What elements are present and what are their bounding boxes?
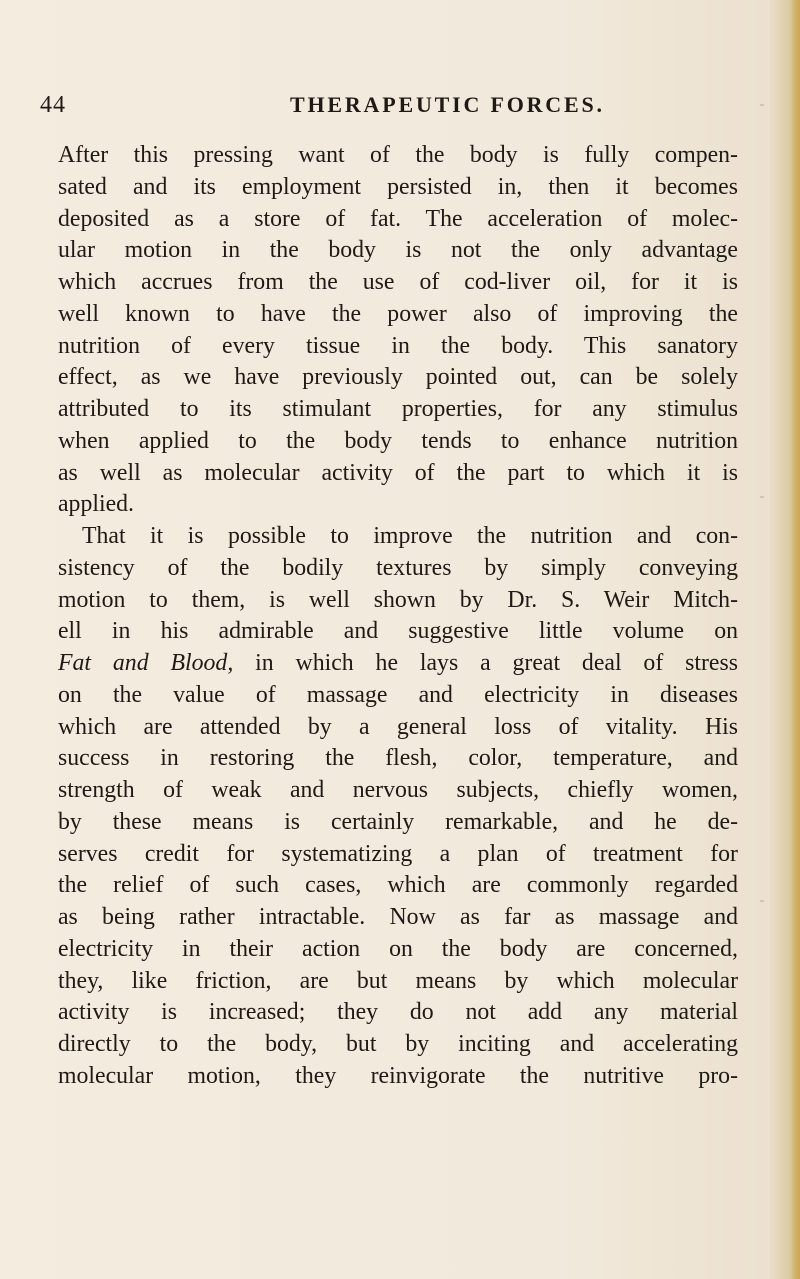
body-text xyxy=(58,140,738,1093)
text-line: sated and its employment persisted in, then it becomes xyxy=(58,173,738,200)
scan-mark xyxy=(760,900,764,902)
scan-mark xyxy=(760,496,764,498)
text-line: as being rather intractable. Now as far as massage and xyxy=(58,904,738,930)
text-line: the relief of such cases, which are commonly regarded xyxy=(58,872,738,899)
text-line: which accrues from the use of cod-liver oil, for it is xyxy=(58,269,738,295)
text-line: well known to have the power also of improving the xyxy=(58,300,738,327)
text-line: which are attended by a general loss of vitality. His xyxy=(58,713,738,740)
text-line: success in restoring the flesh, color, temperature, and xyxy=(58,745,738,772)
text-line: as well as molecular activity of the part to which it is xyxy=(58,459,738,486)
book-title: Fat and Blood, xyxy=(58,650,234,676)
text-line: nutrition of every tissue in the body. This sanatory xyxy=(58,332,738,359)
text-line: strength of weak and nervous subjects, chiefly women, xyxy=(58,777,738,803)
text-line: deposited as a store of fat. The acceleration of molec- xyxy=(58,205,738,232)
text-line: applied. xyxy=(58,491,134,518)
running-head: THERAPEUTIC FORCES. xyxy=(290,92,605,117)
text-line: effect, as we have previously pointed out, can be solely xyxy=(58,364,738,391)
text-line: motion to them, is well shown by Dr. S. Weir Mitch- xyxy=(58,586,738,613)
text-line: electricity in their action on the body are concerned, xyxy=(58,935,738,962)
text-line: molecular motion, they reinvigorate the nutritive pro- xyxy=(58,1062,738,1089)
text-line-with-title xyxy=(58,648,738,680)
text-line: serves credit for systematizing a plan of treatment for xyxy=(58,840,738,867)
text-line: by these means is certainly remarkable, and he de- xyxy=(58,808,738,835)
page-edge xyxy=(790,0,800,1279)
text-line: directly to the body, but by inciting and accelerating xyxy=(58,1031,738,1057)
text-line: they, like friction, are but means by which molecular xyxy=(58,967,738,994)
text-line: when applied to the body tends to enhance nutrition xyxy=(58,427,738,454)
page-header xyxy=(40,92,760,126)
text-line: sistency of the bodily textures by simply conveying xyxy=(58,554,738,581)
text-line: on the value of massage and electricity in diseases xyxy=(58,681,738,708)
scan-mark xyxy=(760,104,764,106)
text-line: ell in his admirable and suggestive little volume on xyxy=(58,618,738,645)
text-line-continuation: in which he lays a great deal of stress xyxy=(233,650,739,676)
text-line: After this pressing want of the body is fully compen- xyxy=(58,142,738,168)
text-line: ular motion in the body is not the only advantage xyxy=(58,237,738,264)
text-line: That it is possible to improve the nutrition and con- xyxy=(82,523,738,549)
page-number: 44 xyxy=(40,92,66,118)
text-line: attributed to its stimulant properties, for any stimulus xyxy=(58,396,738,422)
text-line: activity is increased; they do not add any material xyxy=(58,999,738,1026)
